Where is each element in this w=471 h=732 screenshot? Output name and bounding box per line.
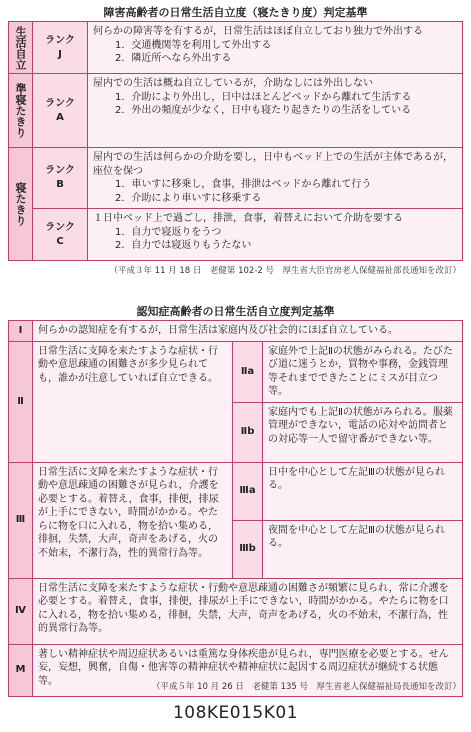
level-3-desc: 日常生活に支障を来たすような症状・行動や意思疎通の困難さが見られ，介護を必要とする。着替え，食事，排便，排尿が上手にできない，時間がかかる。やたらに物を口に入れる，物を拾い集める，徘徊，失禁，大声，奇声をあげる，火の不始末，不潔行為，性的異常行為等。 [33,462,233,578]
level-3b-desc: 夜間を中心として左記Ⅲの状態が見られる。 [263,520,463,578]
level-2-label: Ⅱ [9,341,33,462]
table2-source-note: （平成５年 10 月 26 日 老健第 135 号 厚生省老人保健福祉局長通知を改訂） [151,682,461,692]
group-semi-bedridden: 準寝たきり [9,74,33,148]
dementia-table [8,320,463,697]
level-2a-label: Ⅱa [233,341,263,402]
level-2a-desc: 家庭外で上記Ⅱの状態がみられる。たびたび道に迷うとか，買物や事務，金銭管理等それまでできたことにミスが目立つ等。 [263,341,463,402]
level-4-desc: 日常生活に支障を来たすような症状・行動や意思疎通の困難さが頻繁に見られ，常に介護を必要とする。着替え，食事，排便，排尿が上手にできない，時間がかかる。やたらに物を口に入れる，物を拾い集める，徘徊，失禁，大声，奇声をあげる，火の不始末，不潔行為，性的異常行為等。 [33,578,463,644]
level-2b-label: Ⅱb [233,402,263,462]
level-1-desc: 何らかの認知症を有するが，日常生活は家庭内及び社会的にほぼ自立している。 [33,321,463,342]
level-m-desc: 著しい精神症状や周辺症状あるいは重篤な身体疾患が見られ，専門医療を必要とする。せん妄，妄想，興奮，自傷・他害等の精神症状や精神症状に起因する周辺症状が継続する状態等。 [33,644,463,696]
table1-source-note: （平成３年 11 月 18 日 老健第 102-2 号 厚生省大臣官房老人保健福祉部長通知を改訂） [109,266,461,276]
rank-c-desc: １日中ベッド上で過ごし，排泄，食事，着替えにおいて介助を要する 1．自力で寝返りをうつ 2．自力では寝返りもうたない [88,209,463,261]
level-m-label: M [9,644,33,696]
table2-title: 認知症高齢者の日常生活自立度判定基準 [136,305,335,318]
group-independent: 生活自立 [9,22,33,74]
level-3-label: Ⅲ [9,462,33,578]
rank-j-label: ランク J [33,22,88,74]
rank-b-label: ランク B [33,148,88,209]
group-bedridden: 寝たきり [9,148,33,261]
rank-b-desc: 屋内での生活は何らかの介助を要し，日中もベッド上での生活が主体であるが，座位を保つ 1．車いすに移乗し，食事，排泄はベッドから離れて行う 2．介助により車いすに移乗する [88,148,463,209]
rank-a-desc: 屋内での生活は概ね自立しているが，介助なしには外出しない 1．介助により外出し，日中はほとんどベッドから離れて生活する 2．外出の頻度が少なく，日中も寝たり起きたりの生活をしている [88,74,463,148]
rank-a-label: ランク A [33,74,88,148]
level-3b-label: Ⅲb [233,520,263,578]
level-2-desc: 日常生活に支障を来たすような症状・行動や意思疎通の困難さが多少見られても，誰かが注意していれば自立できる。 [33,341,233,462]
level-1-label: Ⅰ [9,321,33,342]
rank-c-label: ランク C [33,209,88,261]
figure-code: 108KE015K01 [172,703,299,723]
level-3a-label: Ⅲa [233,462,263,520]
level-4-label: Ⅳ [9,578,33,644]
table1-title: 障害高齢者の日常生活自立度（寝たきり度）判定基準 [103,6,368,19]
level-2b-desc: 家庭内でも上記Ⅱの状態がみられる。服薬管理ができない，電話の応対や訪問者との対応等一人で留守番ができない等。 [263,402,463,462]
bedridden-table [8,21,463,261]
rank-j-desc: 何らかの障害等を有するが，日常生活はほぼ自立しており独力で外出する 1．交通機関等を利用して外出する 2．隣近所へなら外出する [88,22,463,74]
level-3a-desc: 日中を中心として左記Ⅲの状態が見られる。 [263,462,463,520]
